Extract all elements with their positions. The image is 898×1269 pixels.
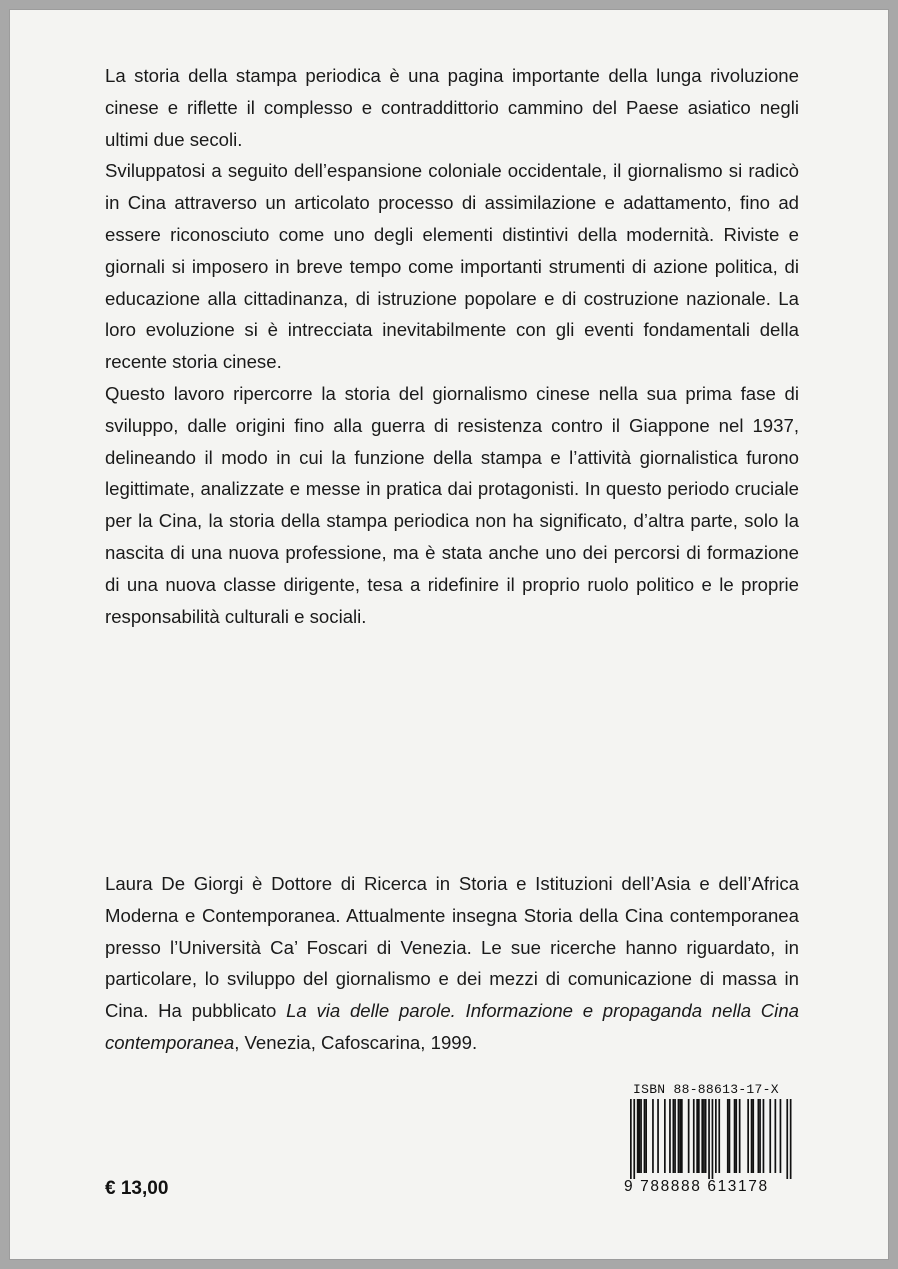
author-bio bbox=[105, 868, 799, 1059]
barcode-bar bbox=[729, 1099, 731, 1173]
barcode-bar bbox=[688, 1099, 690, 1173]
synopsis-paragraph-3: Questo lavoro ripercorre la storia del giornalismo cinese nella sua prima fase di sviluppo, dalle origini fino alla guerra di resistenza contro il Giappone nel 1937, delineando il modo in cui la funzione della stampa e l’attività giornalistica furono legittimate, analizzate e messe in pratica dai protagonisti. In questo periodo cruciale per la Cina, la storia della stampa periodica non ha significato, d’altra parte, solo la nascita di una nuova professione, ma è stata anche uno dei percorsi di formazione di una nuova classe dirigente, tesa a ridefinire il proprio ruolo politico e le proprie responsabilità culturali e sociali. bbox=[105, 382, 799, 627]
barcode-bar bbox=[775, 1099, 777, 1173]
barcode-bar bbox=[678, 1099, 680, 1173]
barcode-bar bbox=[703, 1099, 705, 1173]
barcode-bar bbox=[712, 1099, 714, 1179]
barcode-bar bbox=[769, 1099, 771, 1173]
barcode-bar bbox=[705, 1099, 707, 1173]
barcode-bar bbox=[708, 1099, 710, 1179]
barcode-bar bbox=[681, 1099, 683, 1173]
barcode-bar bbox=[633, 1099, 635, 1179]
barcode-bar bbox=[664, 1099, 666, 1173]
synopsis-paragraph-2: Sviluppatosi a seguito dell’espansione coloniale occidentale, il giornalismo si radicò in Cina attraverso un articolato processo di assimilazione e adattamento, fino ad essere riconosciuto come uno degli elementi distintivi della modernità. Riviste e giornali si imposero in breve tempo come importanti strumenti di azione politica, di educazione alla cittadinanza, di istruzione popolare e di costruzione nazionale. La loro evoluzione si è intrecciata inevitabilmente con gli eventi fondamentali della recente storia cinese. bbox=[105, 160, 799, 373]
barcode-bar bbox=[674, 1099, 676, 1173]
synopsis-paragraph-1: La storia della stampa periodica è una pagina importante della lunga rivoluzione cinese e riflette il complesso e contraddittorio cammino del Paese asiatico negli ultimi due secoli. bbox=[105, 65, 799, 150]
barcode-bar bbox=[669, 1099, 671, 1173]
barcode-bar bbox=[759, 1099, 761, 1173]
barcode-bar bbox=[747, 1099, 749, 1173]
barcode-bar bbox=[752, 1099, 754, 1173]
barcode-bar bbox=[763, 1099, 765, 1173]
barcode-bar bbox=[630, 1099, 632, 1179]
barcode-bar bbox=[735, 1099, 737, 1173]
author-bio-text-before: Laura De Giorgi è Dottore di Ricerca in Storia e Istituzioni dell’Asia e dell’Africa Moderna e Contemporanea. Attualmente insegna Storia della Cina contemporanea presso l’Università Ca’ Foscari di Venezia. Le sue ricerche hanno riguardato, in particolare, lo sviluppo del giornalismo e dei mezzi di comunicazione di massa in Cina. Ha pubblicato bbox=[105, 873, 799, 1022]
author-bio-text-after: , Venezia, Cafoscarina, 1999. bbox=[234, 1031, 478, 1053]
barcode-bar bbox=[739, 1099, 741, 1173]
barcode-bar bbox=[644, 1099, 646, 1173]
barcode-bar bbox=[679, 1099, 681, 1173]
ean-digits: 9 788888 613178 bbox=[624, 1178, 769, 1195]
barcode-bar bbox=[790, 1099, 792, 1179]
barcode-bar bbox=[718, 1099, 720, 1173]
barcode-bar bbox=[645, 1099, 647, 1173]
price-label: € 13,00 bbox=[105, 1178, 169, 1199]
barcode-bar bbox=[673, 1099, 675, 1173]
barcode-bar bbox=[786, 1099, 788, 1179]
isbn-barcode bbox=[624, 1082, 794, 1202]
barcode-bar bbox=[751, 1099, 753, 1173]
barcode-bar bbox=[639, 1099, 641, 1173]
barcode-bar bbox=[780, 1099, 782, 1173]
barcode-bar bbox=[696, 1099, 698, 1173]
synopsis bbox=[105, 60, 799, 632]
barcode-bar bbox=[727, 1099, 729, 1173]
barcode-bar bbox=[693, 1099, 695, 1173]
barcode-bar bbox=[701, 1099, 703, 1173]
barcode-bar bbox=[758, 1099, 760, 1173]
author-book-title: La via delle parole. Informazione e propaganda nella Cina contemporanea bbox=[105, 1000, 799, 1053]
author-bio-paragraph bbox=[105, 868, 799, 1059]
barcode-bar bbox=[640, 1099, 642, 1173]
barcode-bar bbox=[715, 1099, 717, 1173]
barcode-bar bbox=[698, 1099, 700, 1173]
book-back-cover bbox=[9, 9, 889, 1260]
barcode-bar bbox=[637, 1099, 639, 1173]
barcode-bars bbox=[624, 1099, 794, 1179]
isbn-label: ISBN 88-88613-17-X bbox=[633, 1082, 779, 1097]
barcode-bar bbox=[734, 1099, 736, 1173]
barcode-bar bbox=[652, 1099, 654, 1173]
barcode-bar bbox=[657, 1099, 659, 1173]
